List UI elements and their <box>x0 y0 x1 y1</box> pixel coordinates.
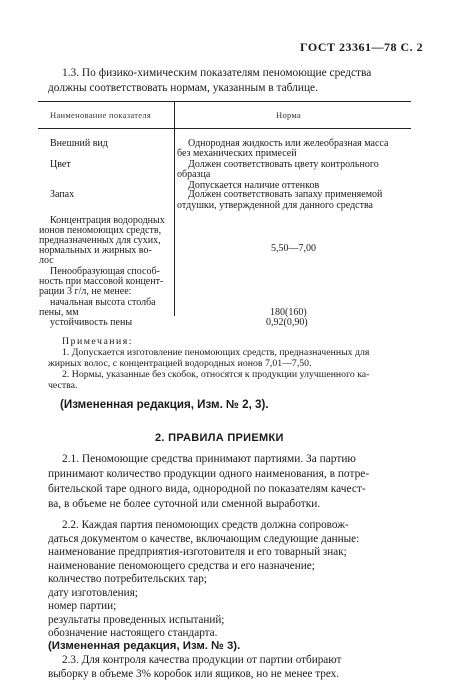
row-foam-name: рации 3 г/л, не менее: <box>39 286 132 297</box>
note-2: 2. Нормы, указанные без скобок, относятся к продукции улучшенного ка- <box>62 369 370 380</box>
para-2-3: выборку в объеме 3% коробок или ящиков, но не менее трех. <box>48 667 340 680</box>
table-col2-header: Норма <box>276 110 302 120</box>
row-odor-norm: отдушки, утвержденной для данного средства <box>177 200 373 211</box>
amendment-note: (Измененная редакция, Изм. № 2, 3). <box>60 398 269 411</box>
para-2-2: даться документом о качестве, включающим следующие данные: <box>48 532 360 545</box>
row-color-norm: Допускается наличие оттенков <box>188 180 320 191</box>
table-top-rule <box>38 101 411 102</box>
table-column-divider <box>174 101 175 316</box>
row-foam-name: ность при массовой концент- <box>39 276 164 287</box>
row-ph-name: предназначенных для сухих, <box>39 235 161 246</box>
row-foam-name: Пенообразующая способ- <box>50 266 160 277</box>
para-2-2-item: обозначение настоящего стандарта. <box>48 627 218 639</box>
row-foam-name: пены, мм <box>39 307 79 318</box>
para-2-1: принимают количество продукции одного наименования, в потре- <box>48 468 370 480</box>
note-1: жирных волос, с концентрацией водородных ионов 7,01—7,50. <box>48 358 312 369</box>
table-header-rule <box>38 128 411 129</box>
row-stability-norm: 0,92(0,90) <box>266 317 308 328</box>
row-ph-name: Концентрация водородных <box>50 215 165 226</box>
row-appearance-norm: без механических примесей <box>177 148 297 159</box>
para-2-1: бительской таре одного вида, однородной по показателям качест- <box>48 483 366 495</box>
note-2: чества. <box>48 380 78 391</box>
intro-line-1: 1.3. По физико-химическим показателям пеномоющие средства <box>62 67 372 79</box>
para-2-2: 2.2. Каждая партия пеномоющих средств должна сопровож- <box>62 519 349 531</box>
row-ph-name: нормальных и жирных во- <box>39 245 152 256</box>
intro-line-2: должны соответствовать нормам, указанным в таблице. <box>48 82 318 94</box>
para-2-2-item: номер партии; <box>48 600 117 612</box>
amendment-note-2: (Измененная редакция, Изм. № 3). <box>48 639 241 652</box>
page-header: ГОСТ 23361—78 С. 2 <box>300 40 424 54</box>
row-ph-name: ионов пеномоющих средств, <box>39 225 162 236</box>
row-ph-name: лос <box>39 255 54 266</box>
para-2-1: ва, в объеме не более суточной или сменной выработки. <box>48 498 321 510</box>
row-appearance-norm: Однородная жидкость или желеобразная масса <box>188 138 389 149</box>
row-color-norm: Должен соответствовать цвету контрольного <box>188 159 379 170</box>
row-odor-name: Запах <box>50 189 75 200</box>
note-1: 1. Допускается изготовление пеномоющих средств, предназначенных для <box>62 347 370 358</box>
para-2-1: 2.1. Пеномоющие средства принимают партиями. За партию <box>62 453 356 465</box>
para-2-2-item: количество потребительских тар; <box>48 573 207 585</box>
row-color-name: Цвет <box>50 159 71 170</box>
para-2-2-item: наименование пеномоющего средства и его назначение; <box>48 559 315 572</box>
row-odor-norm: Должен соответствовать запаху применяемой <box>188 189 383 200</box>
section-title: 2. ПРАВИЛА ПРИЕМКИ <box>155 432 284 444</box>
table-col1-header: Наименование показателя <box>50 110 152 120</box>
row-appearance-name: Внешний вид <box>50 138 108 149</box>
para-2-2-item: наименование предприятия-изготовителя и его товарный знак; <box>48 546 347 558</box>
row-foam-name: начальная высота столба <box>50 297 156 308</box>
para-2-3: 2.3. Для контроля качества продукции от партии отбирают <box>62 654 342 666</box>
row-ph-norm: 5,50—7,00 <box>271 243 316 254</box>
para-2-2-item: дату изготовления; <box>48 586 138 599</box>
row-color-norm: образца <box>177 169 211 180</box>
row-stability-name: устойчивость пены <box>50 317 133 328</box>
notes-title: Примечания: <box>62 336 134 347</box>
row-foam-norm: 180(160) <box>270 307 307 318</box>
para-2-2-item: результаты проведенных испытаний; <box>48 613 225 626</box>
